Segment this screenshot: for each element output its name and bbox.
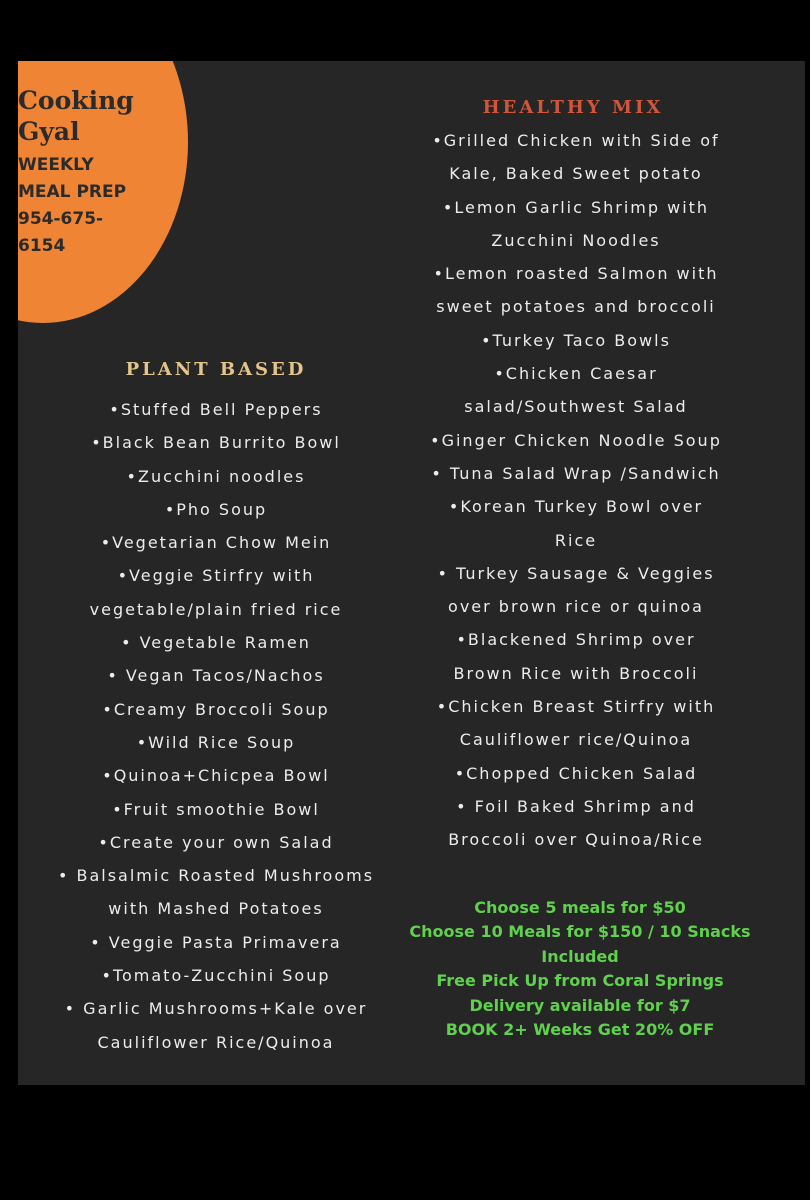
offer-line: Choose 5 meals for $50 <box>474 898 686 917</box>
offer-line: Free Pick Up from Coral Springs <box>436 971 724 991</box>
menu-line: Zucchini Noodles <box>491 230 661 250</box>
menu-line: vegetable/plain fried rice <box>89 599 343 619</box>
menu-line: • Balsalmic Roasted Mushrooms <box>57 866 375 886</box>
offer-line: Choose 10 Meals for $150 / 10 Snacks <box>409 922 751 942</box>
menu-line: Cauliflower rice/Quinoa <box>459 730 693 750</box>
menu-line: • Vegan Tacos/Nachos <box>107 666 325 686</box>
menu-line: over brown rice or quinoa <box>448 597 704 617</box>
healthy-mix-title: HEALTHY MIX <box>482 97 664 118</box>
menu-line: •Zucchini noodles <box>126 466 306 486</box>
menu-line: •Vegetarian Chow Mein <box>100 533 332 553</box>
menu-line: •Chicken Caesar <box>494 364 658 384</box>
plant-based-list <box>30 393 402 1059</box>
menu-line: with Mashed Potatoes <box>108 899 324 919</box>
brand-name: Cooking Gyal <box>18 86 134 146</box>
menu-line: • Turkey Sausage & Veggies <box>437 563 715 583</box>
menu-line: Broccoli over Quinoa/Rice <box>448 830 704 850</box>
menu-line: •Veggie Stirfry with <box>117 566 315 586</box>
menu-line: •Lemon roasted Salmon with <box>433 264 719 284</box>
menu-line: • Tuna Salad Wrap /Sandwich <box>431 463 721 483</box>
brand-phone: 954-675-6154 <box>18 209 104 256</box>
menu-line: Brown Rice with Broccoli <box>453 663 699 683</box>
menu-line: •Wild Rice Soup <box>136 732 296 752</box>
menu-line: •Turkey Taco Bowls <box>481 330 671 350</box>
menu-line: •Creamy Broccoli Soup <box>102 699 330 719</box>
menu-line: Rice <box>554 530 598 550</box>
menu-line: sweet potatoes and broccoli <box>436 297 716 317</box>
menu-line: •Korean Turkey Bowl over <box>448 497 704 517</box>
menu-line: Cauliflower Rice/Quinoa <box>97 1032 335 1052</box>
offer-line: Delivery available for $7 <box>469 995 691 1015</box>
menu-line: salad/Southwest Salad <box>464 397 688 417</box>
menu-line: •Create your own Salad <box>98 832 334 852</box>
menu-line: •Black Bean Burrito Bowl <box>91 433 341 453</box>
brand-tagline: WEEKLY MEAL PREP <box>18 155 127 202</box>
menu-line: • Veggie Pasta Primavera <box>90 932 342 952</box>
menu-line: •Tomato-Zucchini Soup <box>101 966 331 986</box>
offers-block <box>378 896 782 1042</box>
menu-line: •Lemon Garlic Shrimp with <box>442 197 710 217</box>
healthy-mix-list <box>401 124 751 857</box>
menu-line: •Chopped Chicken Salad <box>454 763 698 783</box>
menu-line: • Vegetable Ramen <box>121 633 311 653</box>
menu-line: Kale, Baked Sweet potato <box>449 164 703 184</box>
menu-line: •Grilled Chicken with Side of <box>432 131 720 150</box>
menu-line: •Chicken Breast Stirfry with <box>436 697 716 717</box>
menu-line: •Stuffed Bell Peppers <box>109 400 323 419</box>
menu-line: •Quinoa+Chicpea Bowl <box>102 766 330 786</box>
menu-line: •Pho Soup <box>164 499 268 519</box>
menu-line: •Fruit smoothie Bowl <box>112 799 320 819</box>
menu-line: •Blackened Shrimp over <box>456 630 696 650</box>
menu-line: • Foil Baked Shrimp and <box>456 796 696 816</box>
offer-line: Included <box>541 946 619 966</box>
menu-flyer <box>18 61 805 1085</box>
menu-line: •Ginger Chicken Noodle Soup <box>430 430 722 450</box>
menu-line: • Garlic Mushrooms+Kale over <box>64 999 368 1019</box>
brand-block <box>18 85 188 260</box>
offer-line: BOOK 2+ Weeks Get 20% OFF <box>445 1020 715 1040</box>
plant-based-title: PLANT BASED <box>125 359 307 380</box>
